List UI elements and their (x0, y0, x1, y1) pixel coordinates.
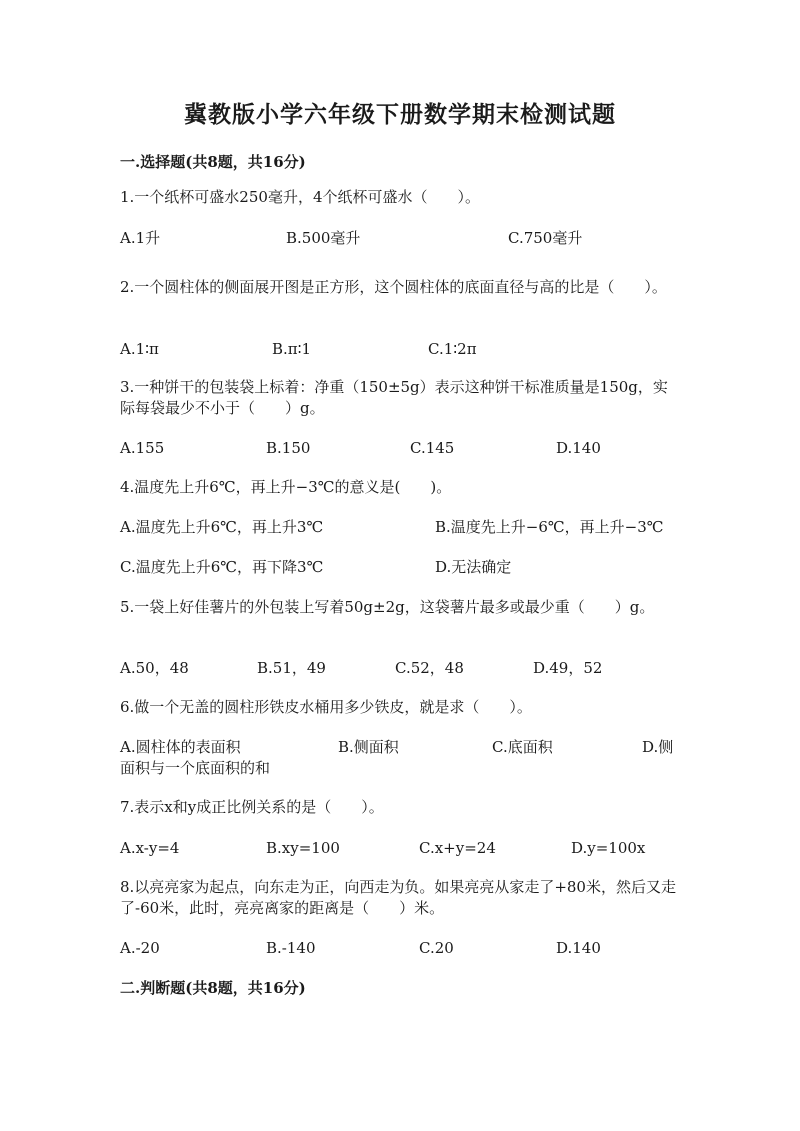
question-3: 3.一种饼干的包装袋上标着：净重（150±5g）表示这种饼干标准质量是150g，实际每袋最少不小于（ ）g。 (120, 378, 668, 417)
question-2: 2.一个圆柱体的侧面展开图是正方形，这个圆柱体的底面直径与高的比是（ ）。 (120, 278, 667, 296)
q2-option-a: A.1∶π (120, 340, 159, 358)
q3-option-b: B.150 (266, 439, 311, 457)
q3-option-d: D.140 (556, 439, 601, 457)
q4-option-d: D.无法确定 (435, 558, 512, 576)
section-heading-judgement: 二.判断题(共8题，共16分) (120, 979, 306, 997)
q8-option-d: D.140 (556, 939, 601, 957)
q8-option-b: B.-140 (266, 939, 316, 957)
q8-option-c: C.20 (419, 939, 454, 957)
q1-option-b: B.500毫升 (286, 229, 361, 247)
q5-option-c: C.52，48 (395, 659, 464, 677)
question-4: 4.温度先上升6℃，再上升−3℃的意义是( )。 (120, 478, 452, 496)
q5-option-d: D.49，52 (533, 659, 603, 677)
q6-option-d (120, 737, 680, 779)
question-8: 8.以亮亮家为起点，向东走为正，向西走为负。如果亮亮从家走了+80米，然后又走了-60米，此时，亮亮离家的距离是（ ）米。 (120, 878, 676, 917)
q5-option-b: B.51，49 (257, 659, 326, 677)
q7-option-c: C.x+y=24 (419, 839, 496, 857)
q6-option-d-text: D.侧面积与一个底面积的和 (120, 738, 674, 777)
q4-option-b: B.温度先上升−6℃，再上升−3℃ (435, 518, 664, 536)
q6-option-b: B.侧面积 (338, 738, 399, 756)
q3-option-a: A.155 (120, 439, 165, 457)
q2-option-c: C.1∶2π (428, 340, 477, 358)
q7-option-d: D.y=100x (571, 839, 646, 857)
q1-option-a: A.1升 (120, 229, 161, 247)
q3-option-c: C.145 (410, 439, 455, 457)
page-title: 冀教版小学六年级下册数学期末检测试题 (184, 101, 616, 128)
q8-option-a: A.-20 (120, 939, 160, 957)
section-heading-choice: 一.选择题(共8题，共16分) (120, 153, 306, 171)
question-5: 5.一袋上好佳薯片的外包装上写着50g±2g，这袋薯片最多或最少重（ ）g。 (120, 598, 655, 616)
q7-option-a: A.x-y=4 (120, 839, 180, 857)
q7-option-b: B.xy=100 (266, 839, 340, 857)
q4-option-c: C.温度先上升6℃，再下降3℃ (120, 558, 324, 576)
question-1: 1.一个纸杯可盛水250毫升，4个纸杯可盛水（ ）。 (120, 188, 480, 206)
q1-option-c: C.750毫升 (508, 229, 583, 247)
question-7: 7.表示x和y成正比例关系的是（ ）。 (120, 798, 384, 816)
q2-option-b: B.π∶1 (272, 340, 312, 358)
question-6: 6.做一个无盖的圆柱形铁皮水桶用多少铁皮，就是求（ ）。 (120, 698, 532, 716)
q6-option-a: A.圆柱体的表面积 (120, 738, 241, 756)
q6-option-c: C.底面积 (492, 738, 553, 756)
q5-option-a: A.50，48 (120, 659, 189, 677)
q4-option-a: A.温度先上升6℃，再上升3℃ (120, 518, 324, 536)
